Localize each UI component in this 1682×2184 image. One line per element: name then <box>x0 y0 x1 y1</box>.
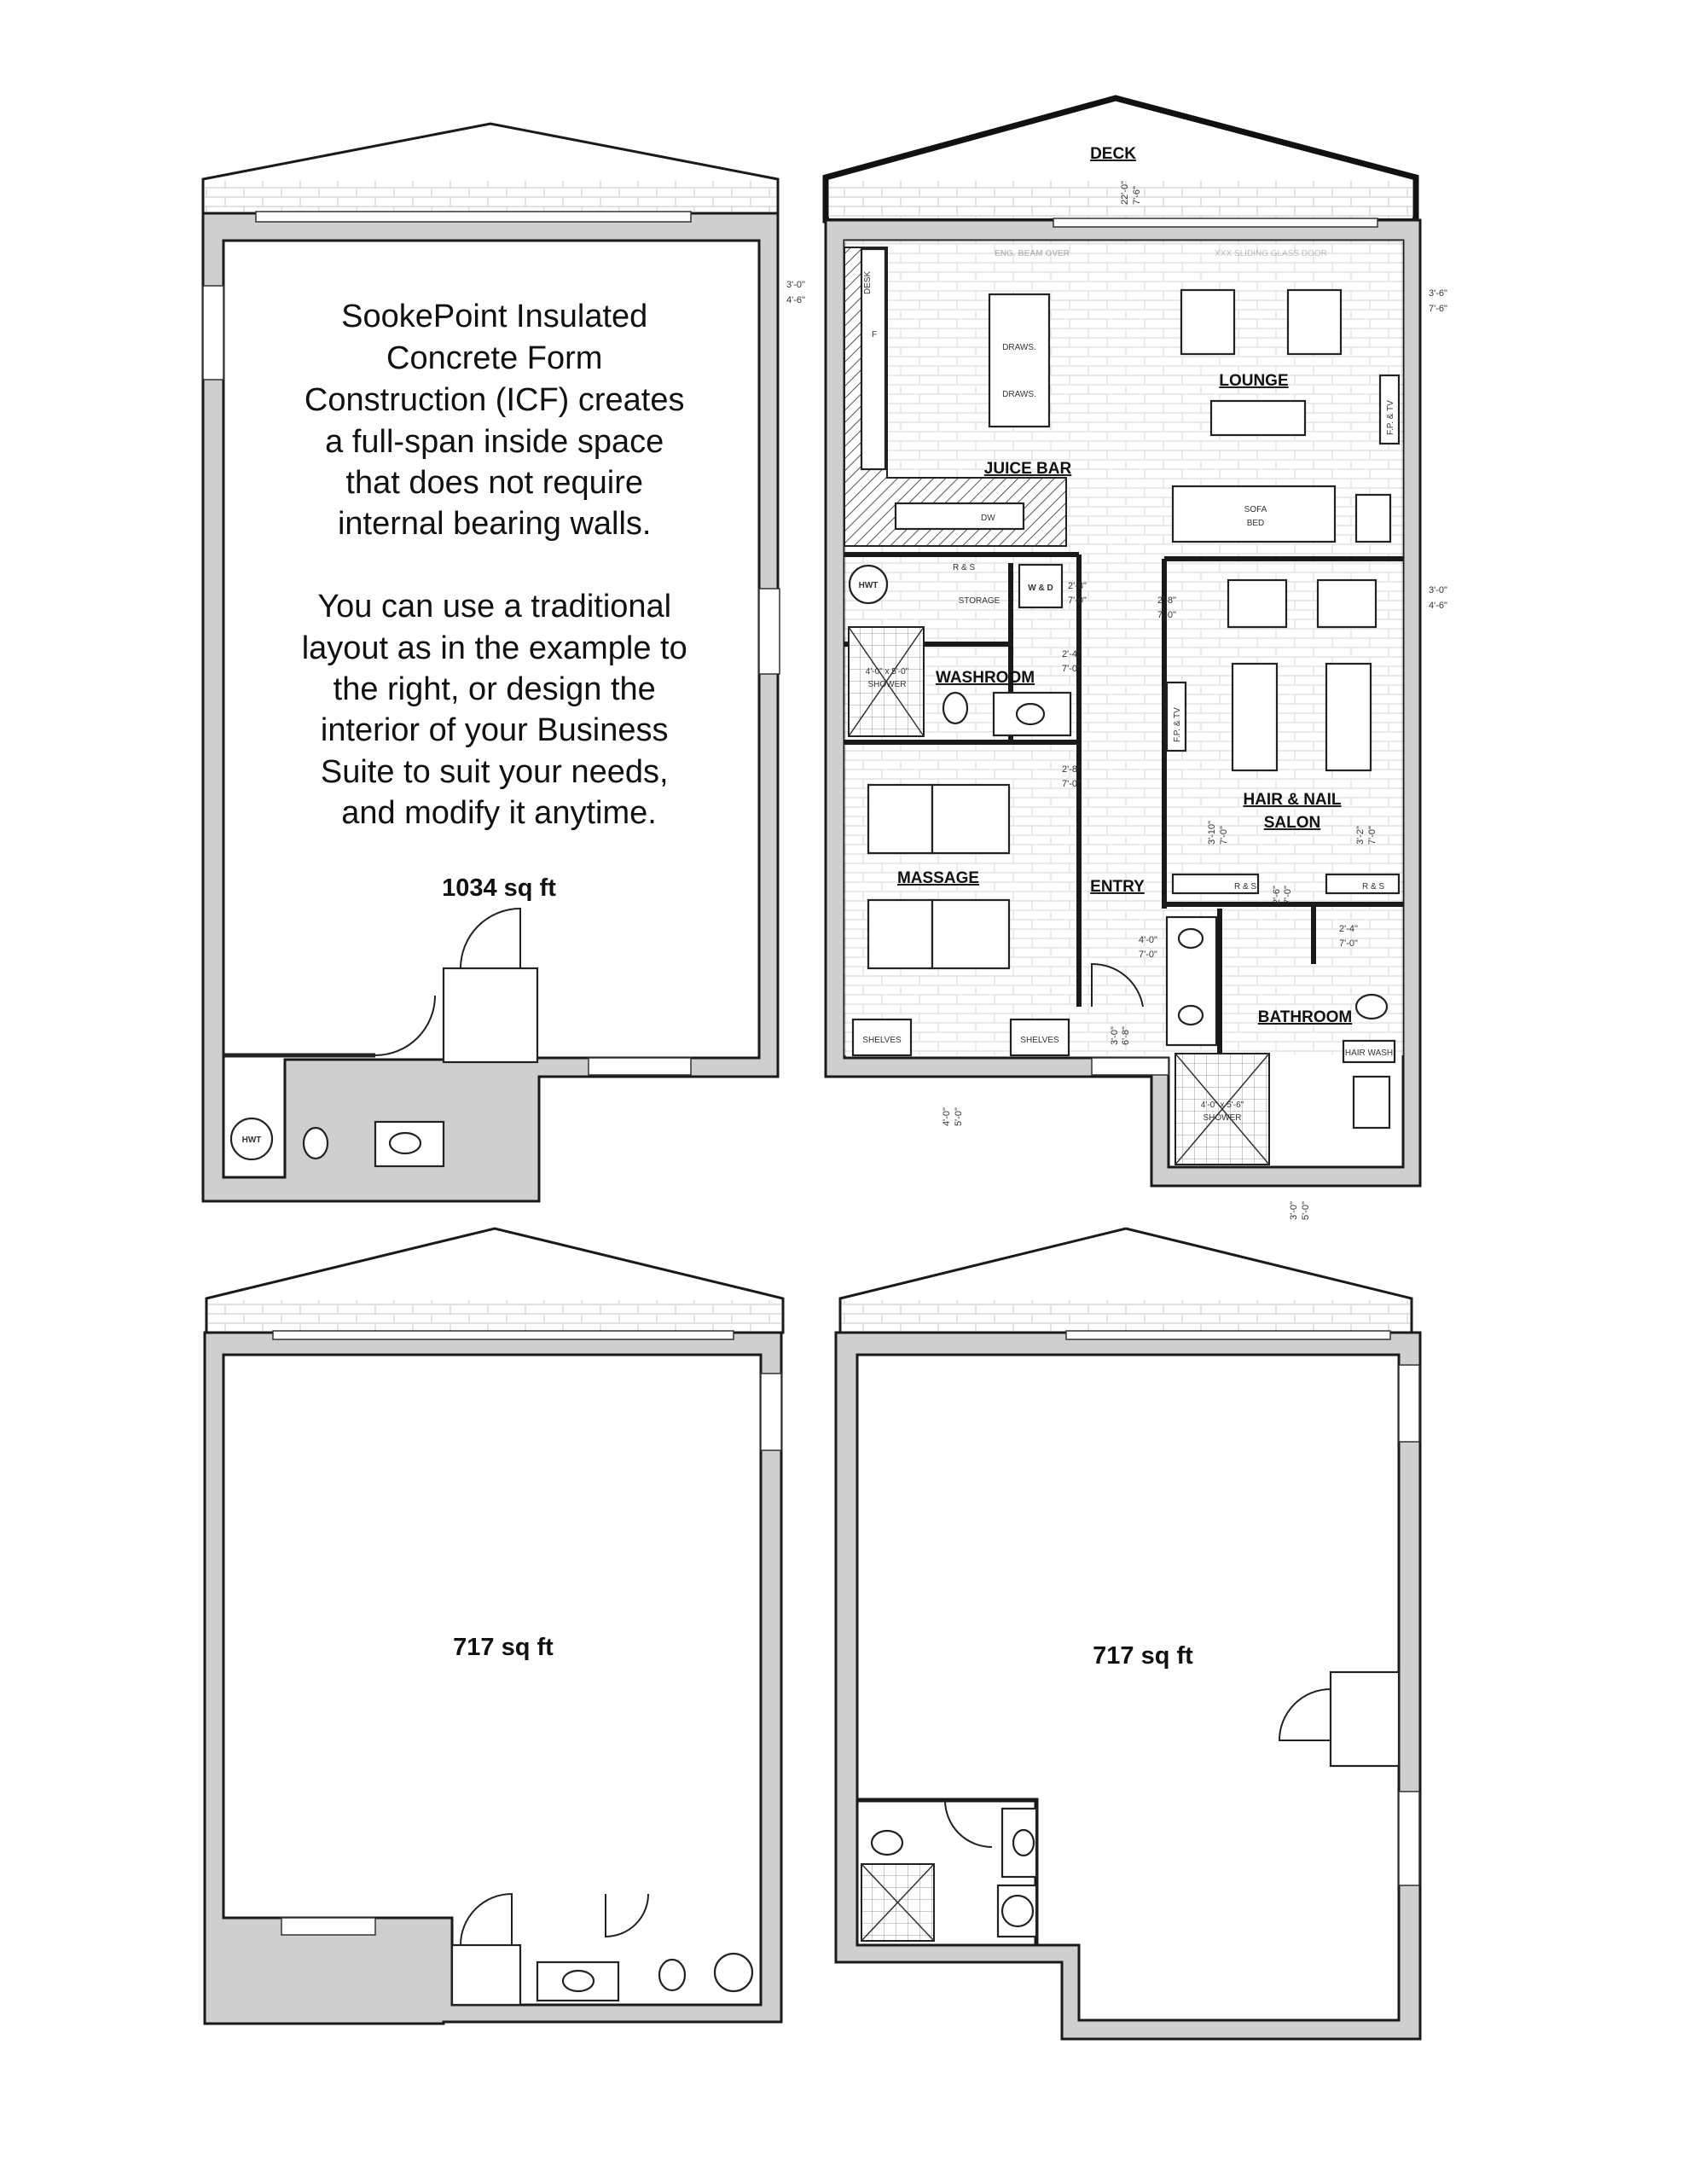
desk-label: DESK <box>863 270 873 294</box>
sink-bottom-left <box>563 1971 594 1991</box>
lounge-chair-2 <box>1288 290 1341 354</box>
sofa-label: SOFA <box>1244 505 1267 514</box>
window-bottom-right-lower <box>1399 1792 1419 1885</box>
toilet-washroom <box>943 693 967 723</box>
washroom-door-bottom-left <box>606 1894 648 1937</box>
plan-bottom-right <box>836 1228 1420 2039</box>
rs-label-2: R & S <box>1233 882 1257 892</box>
salon-chair-1 <box>1232 664 1277 770</box>
fridge-label: F <box>872 330 878 340</box>
bathroom-label: BATHROOM <box>1257 1008 1353 1026</box>
window-bottom-right-rear <box>1066 1331 1390 1339</box>
entry-threshold <box>1092 1058 1169 1075</box>
dim-deck-76: 7'-6" <box>1132 186 1142 205</box>
dim-d30br: 3'-0" <box>1289 1201 1299 1220</box>
dim-r-30: 3'-0" <box>1429 585 1447 595</box>
shower-label-1: SHOWER <box>867 680 907 689</box>
lounge-chair-1 <box>1181 290 1234 354</box>
juice-counter <box>896 503 1024 529</box>
massage-table-1a <box>868 785 932 853</box>
washroom-door-bottom-right <box>945 1800 992 1847</box>
hwt-right-label: HWT <box>858 581 879 590</box>
window-top-left-front <box>589 1058 691 1075</box>
entry-vestibule-top-left <box>444 968 537 1062</box>
dim-deck-22: 22'-0" <box>1120 180 1130 205</box>
dim-d50b: 5'-0" <box>954 1107 964 1126</box>
plan-bottom-left <box>205 1228 783 2024</box>
hwt-label: HWT <box>241 1136 262 1145</box>
shower-size-2: 4'-0" x 5'-6" <box>1200 1101 1244 1110</box>
dim-d28c: 2'-8" <box>1062 764 1081 775</box>
lounge-side-table <box>1356 495 1390 542</box>
dim-d70e: 7'-0" <box>1139 950 1157 960</box>
dim-d70g: 7'-0" <box>1339 938 1358 949</box>
salon-station-2 <box>1318 580 1376 627</box>
bathroom-sink-2 <box>1179 1006 1203 1025</box>
coffee-table <box>1211 401 1305 435</box>
sink-icon <box>390 1133 420 1153</box>
fp-tv-label-2: F.P. & TV <box>1173 707 1182 742</box>
window-top-left-rear <box>256 212 691 222</box>
vestibule-bottom-left <box>452 1945 520 2005</box>
sink-washroom <box>1017 704 1044 724</box>
lounge-label: LOUNGE <box>1219 372 1289 390</box>
window-bottom-left-front <box>281 1918 375 1935</box>
bathroom-sink-1 <box>1179 929 1203 948</box>
water-heater-bottom-left <box>715 1954 752 1991</box>
shower-label-2: SHOWER <box>1203 1113 1242 1123</box>
deck-brick-bottom-left <box>208 1300 781 1331</box>
window-top-left-side <box>203 286 223 380</box>
rs-label-3: R & S <box>1361 882 1385 892</box>
dim-right-76: 7'-6" <box>1429 304 1447 314</box>
dim-d40e: 4'-0" <box>1139 935 1157 945</box>
massage-table-2a <box>868 900 932 968</box>
washroom-label: WASHROOM <box>935 669 1035 687</box>
window-bottom-left-rear <box>273 1331 734 1339</box>
fp-tv-label-1: F.P. & TV <box>1386 400 1395 435</box>
dim-left-30: 3'-0" <box>786 280 805 290</box>
wd-label: W & D <box>1028 584 1053 593</box>
dim-d310: 3'-10" <box>1207 820 1217 845</box>
area-bottom-right: 717 sq ft <box>1093 1642 1193 1670</box>
shelves-label-2: SHELVES <box>1020 1036 1059 1045</box>
dim-d50br: 5'-0" <box>1301 1201 1311 1220</box>
dim-d24b: 2'-4" <box>1339 924 1358 934</box>
juice-bar-label: JUICE BAR <box>983 460 1072 478</box>
dim-d70j: 7'-0" <box>1367 826 1378 845</box>
dim-d70h: 7'-0" <box>1283 886 1293 904</box>
window-bottom-right-side <box>1399 1365 1419 1442</box>
shower-size-1: 4'-0" x 5'-0" <box>865 667 909 677</box>
massage-table-1b <box>932 785 1009 853</box>
sliding-glass-door <box>1053 218 1378 227</box>
storage-label: STORAGE <box>958 596 1000 606</box>
area-top-left: 1034 sq ft <box>442 874 556 902</box>
deck-label: DECK <box>1090 145 1136 163</box>
drawers-label-2: DRAWS. <box>1002 390 1036 399</box>
bathroom-toilet <box>1356 995 1387 1019</box>
salon-label-1: HAIR & NAIL <box>1243 791 1342 809</box>
window-top-left-right <box>759 589 780 674</box>
door-swing-bottom-right <box>1279 1689 1331 1740</box>
dim-left-46: 4'-6" <box>786 295 805 305</box>
salon-label-2: SALON <box>1263 814 1321 832</box>
dim-d28b: 2'-8" <box>1157 595 1176 606</box>
deck-brick-top-left <box>205 181 776 212</box>
deck-brick-bottom-right <box>842 1300 1410 1331</box>
dim-d70c: 7'-0" <box>1062 664 1081 674</box>
bed-label: BED <box>1246 519 1265 528</box>
dim-d28a: 2'-8" <box>1068 581 1087 591</box>
dim-d70b: 7'-0" <box>1157 610 1176 620</box>
door-swing-top-left <box>461 909 520 968</box>
sink-bottom-right <box>1013 1830 1034 1856</box>
rs-label-1: R & S <box>952 563 976 572</box>
vestibule-bottom-right <box>1331 1672 1399 1766</box>
plan-top-left <box>203 124 780 1201</box>
dim-right-36: 3'-6" <box>1429 288 1447 299</box>
washroom-door-top-left <box>375 996 435 1055</box>
dim-d70d: 7'-0" <box>1062 779 1081 789</box>
dim-d68f: 6'-8" <box>1121 1026 1131 1045</box>
toilet-bottom-left <box>659 1960 685 1990</box>
plan-top-right <box>786 98 1447 1220</box>
dim-d30f: 3'-0" <box>1110 1026 1120 1045</box>
dim-d70i: 7'-0" <box>1219 826 1229 845</box>
window-bottom-left-side <box>761 1374 781 1450</box>
entry-label: ENTRY <box>1090 878 1145 896</box>
door-swing-bottom-left <box>461 1894 512 1945</box>
salon-chair-2 <box>1326 664 1371 770</box>
dw-label: DW <box>981 514 995 523</box>
dining-table <box>989 294 1049 427</box>
massage-label: MASSAGE <box>896 869 980 887</box>
dim-d32: 3'-2" <box>1355 826 1366 845</box>
intro-text: SookePoint Insulated Concrete Form Construction (ICF) creates a full-span inside space that does not require internal bearing walls. You can use a traditional layout as in the example to the right, or design the interior of your Business Suite to suit your needs, and modify it anytime. <box>301 299 687 831</box>
dim-d70a: 7'-0" <box>1068 595 1087 606</box>
massage-table-2b <box>932 900 1009 968</box>
toilet-bottom-right <box>872 1831 902 1855</box>
area-bottom-left: 717 sq ft <box>453 1634 554 1661</box>
dim-d40b: 4'-0" <box>942 1107 952 1126</box>
shelves-label-1: SHELVES <box>862 1036 902 1045</box>
salon-station-1 <box>1228 580 1286 627</box>
hair-wash-chair <box>1354 1077 1389 1128</box>
hair-wash-label: HAIR WASH <box>1344 1048 1394 1058</box>
dim-d24a: 2'-4" <box>1062 649 1081 659</box>
dim-r-46: 4'-6" <box>1429 601 1447 611</box>
dim-d26: 2'-6" <box>1272 886 1282 904</box>
toilet-icon <box>304 1128 328 1159</box>
drawers-label-1: DRAWS. <box>1002 343 1036 352</box>
water-heater-bottom-right <box>1002 1896 1033 1926</box>
